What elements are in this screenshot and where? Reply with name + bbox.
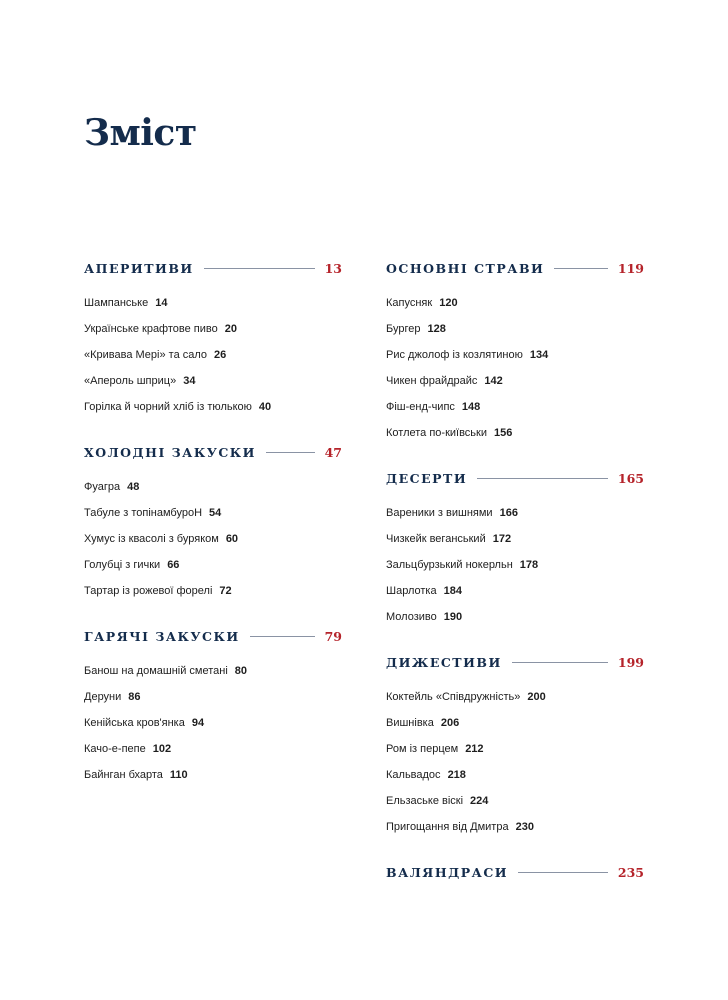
toc-entry[interactable] [386, 420, 644, 446]
entry-label: Зальцбурзький нокерльн [386, 559, 513, 571]
toc-entry[interactable] [84, 474, 342, 500]
entry-label: Шампанське [84, 297, 149, 309]
toc-entry[interactable] [84, 526, 342, 552]
toc-entry[interactable] [386, 710, 644, 736]
toc-entry[interactable] [84, 500, 342, 526]
entry-page-number: 166 [499, 507, 518, 519]
entry-page-number: 20 [224, 323, 237, 335]
entry-label: «Кривава Мері» та сало [84, 349, 208, 361]
section-page-number: 199 [617, 654, 644, 670]
entry-label: Коктейль «Співдружність» [386, 691, 521, 703]
toc-section [386, 646, 644, 840]
entry-page-number: 14 [155, 297, 168, 309]
entry-page-number: 230 [515, 821, 534, 833]
entry-page-number: 26 [214, 349, 227, 361]
toc-entry[interactable] [386, 604, 644, 630]
entry-label: Вареники з вишнями [386, 507, 493, 519]
toc-entry[interactable] [386, 526, 644, 552]
toc-entry[interactable] [386, 290, 644, 316]
toc-section [386, 252, 644, 446]
entry-label: Рис джолоф із козлятиною [386, 349, 523, 361]
section-title: ГАРЯЧІ ЗАКУСКИ [84, 628, 240, 644]
entry-page-number: 80 [234, 665, 248, 677]
entry-page-number: 142 [484, 375, 503, 387]
entry-page-number: 40 [258, 401, 272, 413]
toc-entry[interactable] [84, 342, 342, 368]
page-title: Зміст [84, 112, 197, 154]
entry-label: Чикен фрайдрайс [386, 375, 478, 387]
toc-entry[interactable] [386, 394, 644, 420]
entry-label: Котлета по-київськи [386, 427, 487, 439]
toc-left-column [84, 252, 342, 804]
section-page-number: 235 [617, 864, 644, 880]
section-divider-line [518, 872, 608, 873]
toc-entry[interactable] [84, 578, 342, 604]
entry-label: Капусняк [386, 297, 433, 309]
section-title: ОСНОВНІ СТРАВИ [386, 260, 545, 276]
entry-label: Молозиво [386, 611, 437, 623]
entry-page-number: 102 [152, 743, 172, 755]
entry-page-number: 48 [127, 481, 140, 493]
section-header[interactable] [84, 252, 342, 284]
section-header[interactable] [84, 620, 342, 652]
section-items [84, 658, 342, 788]
entry-label: Голубці з гички [84, 559, 161, 571]
entry-label: Деруни [84, 691, 122, 703]
toc-entry[interactable] [386, 578, 644, 604]
entry-label: Ельзаське віскі [386, 795, 464, 807]
entry-label: Українське крафтове пиво [84, 323, 218, 335]
section-title: ХОЛОДНІ ЗАКУСКИ [84, 444, 256, 460]
section-page-number: 119 [617, 260, 644, 276]
section-items [386, 500, 644, 630]
entry-page-number: 120 [439, 297, 458, 309]
entry-page-number: 128 [427, 323, 446, 335]
toc-section [84, 620, 342, 788]
entry-label: Тартар із рожевої форелі [84, 585, 213, 597]
toc-section [386, 462, 644, 630]
toc-entry[interactable] [84, 762, 342, 788]
entry-label: «Апероль шприц» [84, 375, 177, 387]
entry-label: Качо-е-пепе [84, 743, 146, 755]
entry-page-number: 72 [219, 585, 232, 597]
section-title: ДЕСЕРТИ [386, 470, 468, 486]
section-title: АПЕРИТИВИ [84, 260, 194, 276]
toc-right-column [386, 252, 644, 904]
section-header[interactable] [386, 462, 644, 494]
section-header[interactable] [386, 252, 644, 284]
toc-entry[interactable] [84, 316, 342, 342]
section-items [84, 290, 342, 420]
toc-entry[interactable] [386, 736, 644, 762]
entry-page-number: 134 [529, 349, 549, 361]
toc-section [386, 856, 644, 888]
entry-page-number: 212 [465, 743, 484, 755]
entry-page-number: 218 [447, 769, 466, 781]
section-divider-line [512, 662, 608, 663]
toc-entry[interactable] [386, 316, 644, 342]
entry-page-number: 66 [167, 559, 180, 571]
section-header[interactable] [386, 646, 644, 678]
section-items [84, 474, 342, 604]
entry-page-number: 200 [527, 691, 546, 703]
entry-page-number: 178 [519, 559, 539, 571]
toc-section [84, 252, 342, 420]
entry-label: Ром із перцем [386, 743, 459, 755]
toc-entry[interactable] [84, 290, 342, 316]
entry-page-number: 110 [169, 769, 188, 781]
entry-page-number: 206 [440, 717, 460, 729]
entry-page-number: 172 [492, 533, 512, 545]
entry-page-number: 60 [225, 533, 239, 545]
entry-page-number: 34 [183, 375, 196, 387]
toc-entry[interactable] [84, 684, 342, 710]
entry-page-number: 148 [461, 401, 481, 413]
entry-page-number: 224 [470, 795, 489, 807]
entry-label: Горілка й чорний хліб із тюлькою [84, 401, 252, 413]
entry-label: Хумус із квасолі з буряком [84, 533, 219, 545]
section-items [386, 290, 644, 446]
entry-label: Вишнівка [386, 717, 434, 729]
section-header[interactable] [386, 856, 644, 888]
toc-entry[interactable] [84, 710, 342, 736]
entry-page-number: 94 [191, 717, 205, 729]
entry-label: Шарлотка [386, 585, 437, 597]
section-divider-line [266, 452, 315, 453]
section-divider-line [477, 478, 608, 479]
entry-page-number: 54 [209, 507, 222, 519]
section-items [386, 684, 644, 840]
entry-label: Байнган бхарта [84, 769, 163, 781]
section-page-number: 13 [324, 260, 342, 276]
toc-entry[interactable] [386, 368, 644, 394]
toc-entry[interactable] [386, 342, 644, 368]
entry-label: Пригощання від Дмитра [386, 821, 509, 833]
entry-page-number: 86 [128, 691, 141, 703]
entry-label: Табуле з топінамбуроН [84, 507, 203, 519]
entry-label: Бургер [386, 323, 421, 335]
entry-page-number: 184 [443, 585, 462, 597]
toc-entry[interactable] [84, 736, 342, 762]
toc-entry[interactable] [84, 658, 342, 684]
toc-entry[interactable] [386, 552, 644, 578]
section-page-number: 165 [617, 470, 644, 486]
entry-label: Кальвадос [386, 769, 441, 781]
section-page-number: 79 [324, 628, 342, 644]
section-title: ВАЛЯНДРАСИ [386, 864, 509, 880]
toc-entry[interactable] [386, 684, 644, 710]
entry-page-number: 156 [494, 427, 513, 439]
section-divider-line [554, 268, 608, 269]
entry-label: Кенійська кров'янка [84, 717, 185, 729]
entry-page-number: 190 [443, 611, 463, 623]
toc-entry[interactable] [386, 762, 644, 788]
toc-section [84, 436, 342, 604]
section-divider-line [204, 268, 315, 269]
toc-entry[interactable] [386, 500, 644, 526]
section-page-number: 47 [324, 444, 342, 460]
section-divider-line [250, 636, 315, 637]
section-title: ДИЖЕСТИВИ [386, 654, 502, 670]
entry-label: Фіш-енд-чипс [386, 401, 455, 413]
toc-entry[interactable] [84, 394, 342, 420]
entry-label: Фуагра [84, 481, 121, 493]
section-header[interactable] [84, 436, 342, 468]
toc-entry[interactable] [386, 814, 644, 840]
toc-entry[interactable] [84, 552, 342, 578]
entry-label: Чизкейк веганський [386, 533, 486, 545]
toc-entry[interactable] [84, 368, 342, 394]
entry-label: Банош на домашній сметані [84, 665, 228, 677]
toc-entry[interactable] [386, 788, 644, 814]
